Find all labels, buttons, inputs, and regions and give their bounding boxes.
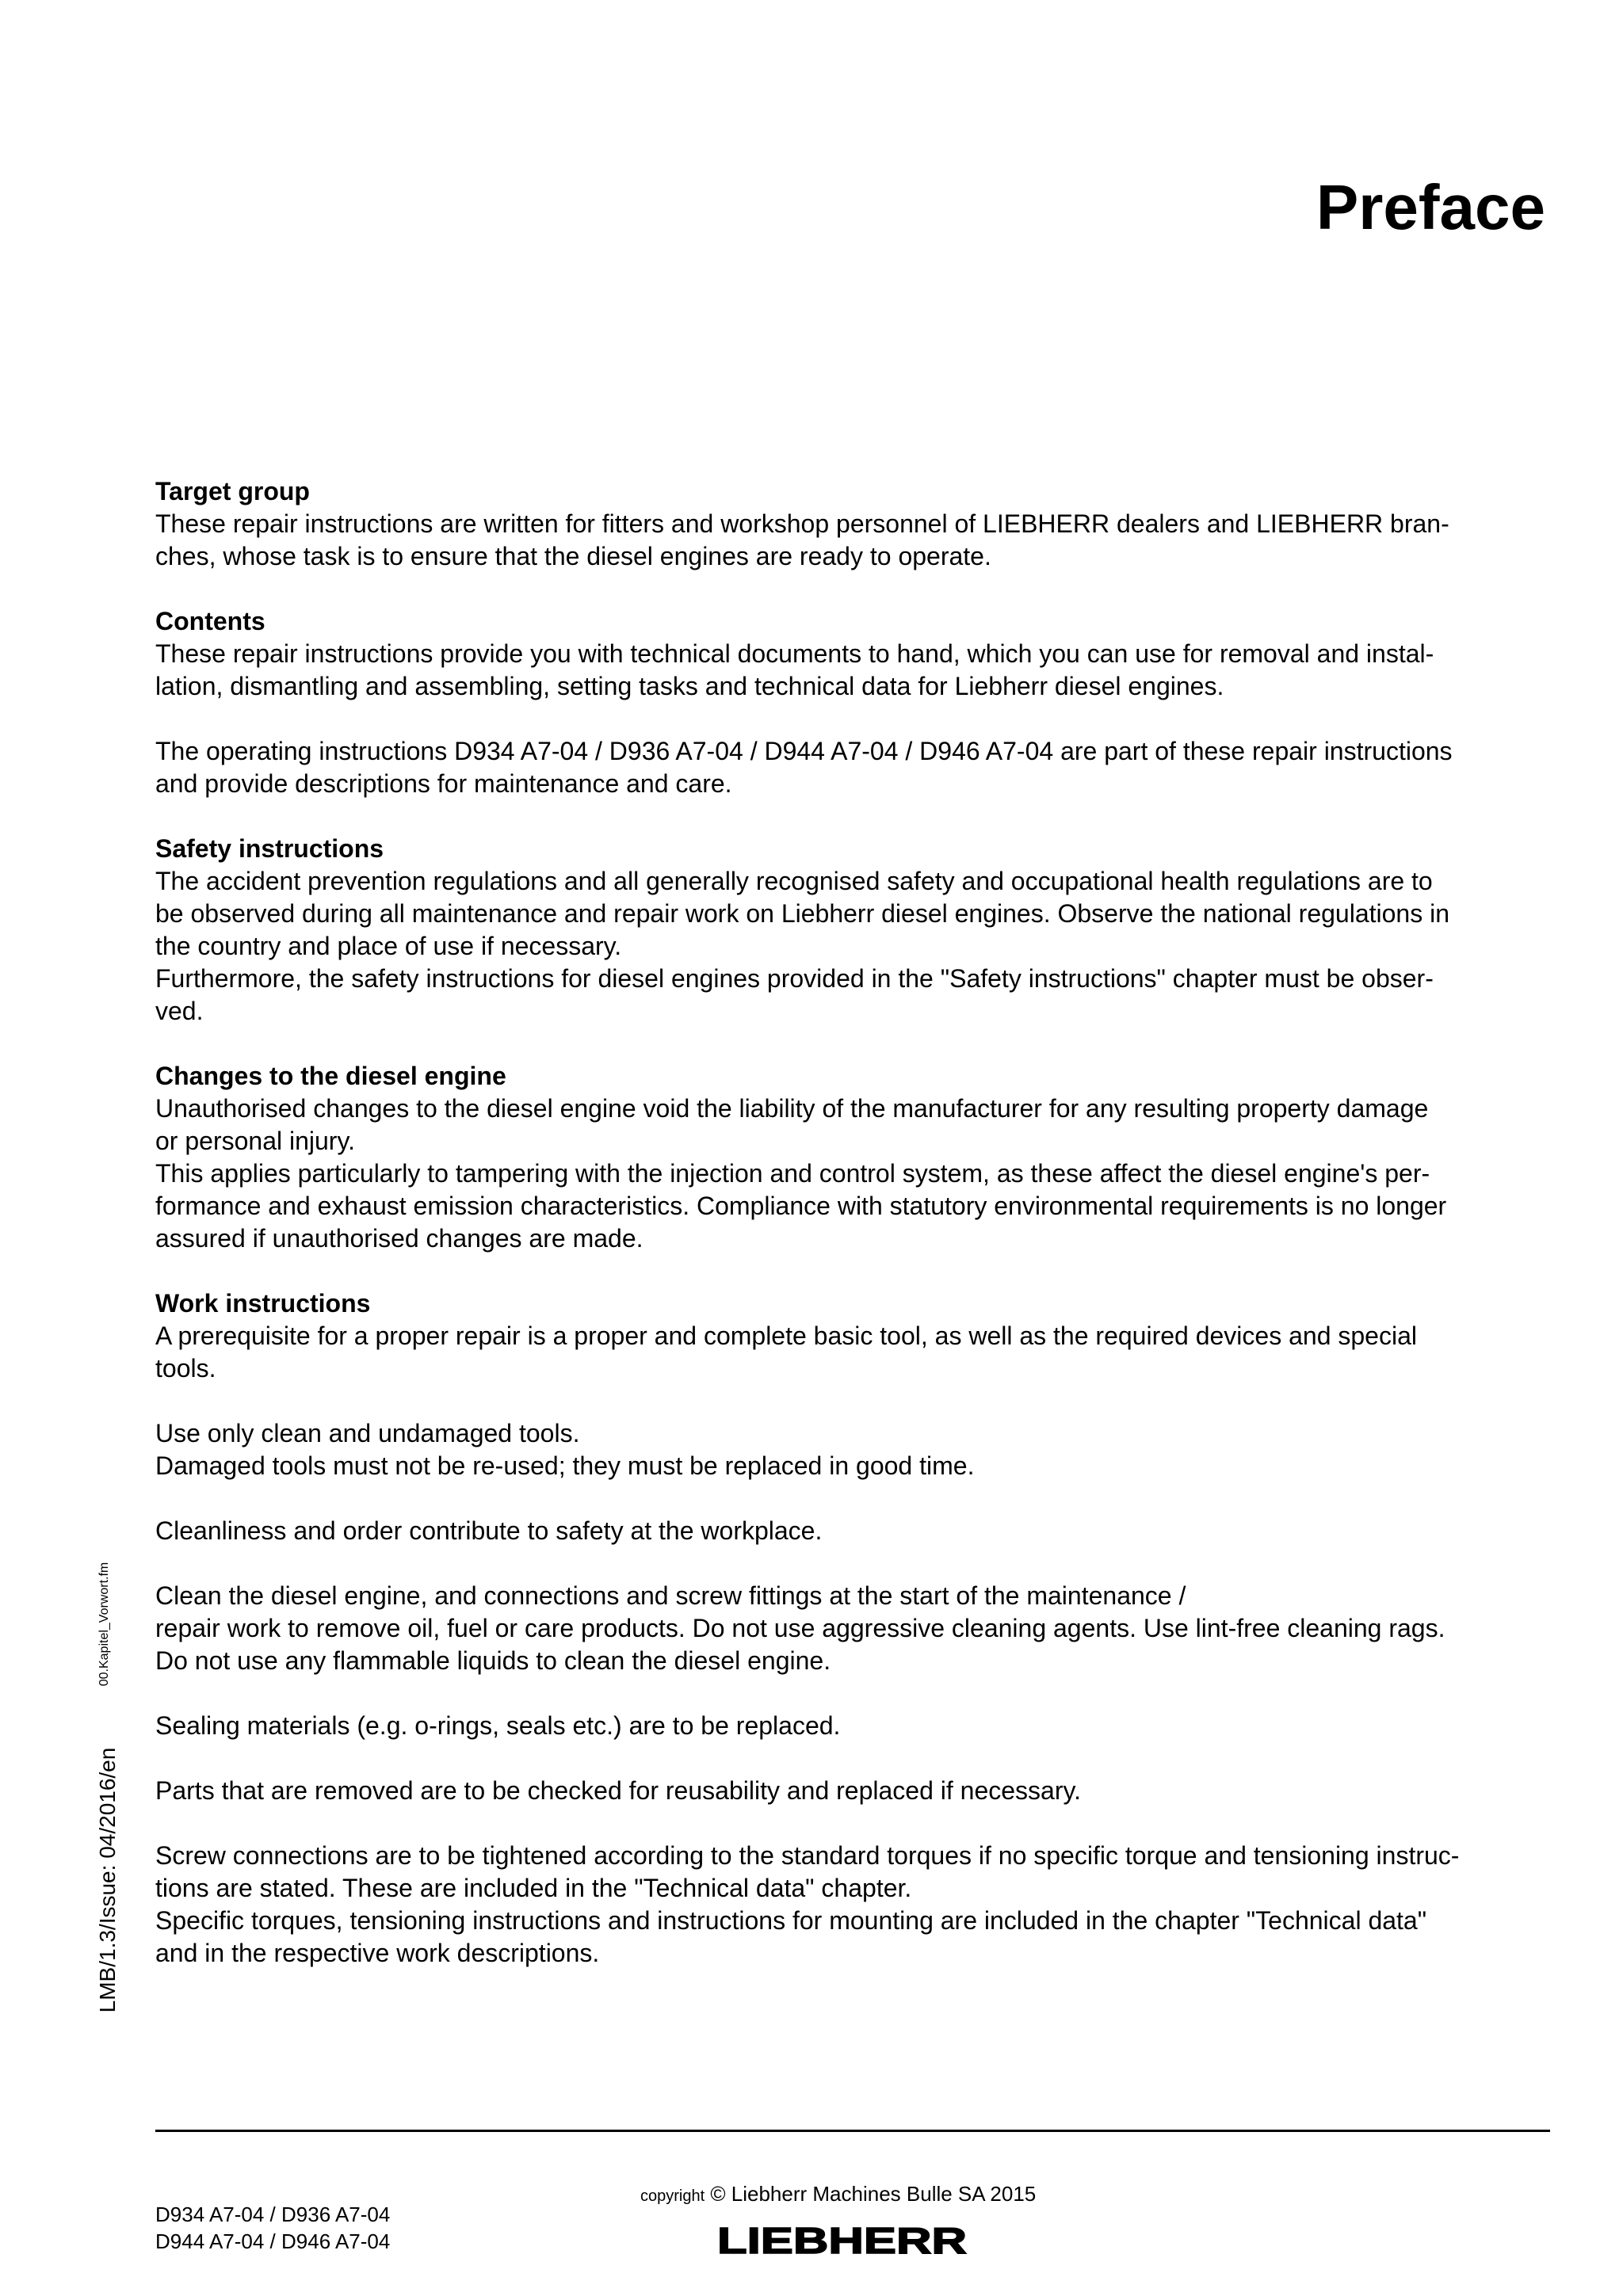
text-line: Cleanliness and order contribute to safety at the workplace. [155, 1516, 823, 1545]
text-line: Use only clean and undamaged tools. [155, 1419, 580, 1447]
text-line: Sealing materials (e.g. o-rings, seals etc.) are to be replaced. [155, 1711, 841, 1740]
copyright-notice [640, 2182, 1036, 2206]
text-line: Clean the diesel engine, and connections and screw fittings at the start of the maintenance / [155, 1581, 1186, 1610]
issue-label: LMB/1.3/Issue: 04/2016/en [95, 1747, 120, 2013]
text-line: The operating instructions D934 A7-04 / D936 A7-04 / D944 A7-04 / D946 A7-04 are part of these repair instructions [155, 737, 1453, 765]
text-line: These repair instructions are written for fitters and workshop personnel of LIEBHERR dealers and LIEBHERR bran- [155, 509, 1449, 538]
text-line: and in the respective work descriptions. [155, 1939, 600, 1967]
section-heading: Safety instructions [155, 834, 384, 863]
liebherr-logo [717, 2223, 971, 2258]
paragraph [155, 1320, 1550, 1385]
text-line: tions are stated. These are included in the "Technical data" chapter. [155, 1874, 912, 1902]
logo-lettering: LIEBHERR [717, 2223, 967, 2258]
text-line: be observed during all maintenance and repair work on Liebherr diesel engines. Observe the national regulations in [155, 899, 1450, 928]
text-line: Specific torques, tensioning instructions and instructions for mounting are included in the chapter "Technical data" [155, 1906, 1427, 1935]
paragraph [155, 1417, 1550, 1482]
paragraph [155, 508, 1550, 573]
text-line: lation, dismantling and assembling, setting tasks and technical data for Liebherr diesel engines. [155, 672, 1224, 700]
paragraph [155, 735, 1550, 800]
paragraph [155, 638, 1550, 703]
text-line: repair work to remove oil, fuel or care products. Do not use aggressive cleaning agents. Use lint-free cleaning rags. [155, 1614, 1445, 1642]
paragraph [155, 865, 1550, 1028]
document-body [155, 475, 1550, 2002]
model-line: D944 A7-04 / D946 A7-04 [155, 2229, 391, 2253]
copyright-word: copyright [640, 2187, 705, 2205]
text-line: Screw connections are to be tightened according to the standard torques if no specific torque and tensioning instruc- [155, 1841, 1460, 1870]
footer-rule [155, 2130, 1550, 2132]
text-line: The accident prevention regulations and all generally recognised safety and occupational health regulations are to [155, 867, 1433, 895]
paragraph [155, 1580, 1550, 1677]
text-line: This applies particularly to tampering with the injection and control system, as these affect the diesel engine's per- [155, 1159, 1430, 1188]
text-line: These repair instructions provide you with technical documents to hand, which you can use for removal and instal- [155, 639, 1434, 668]
paragraph [155, 1775, 1550, 1807]
text-line: Parts that are removed are to be checked for reusability and replaced if necessary. [155, 1776, 1082, 1805]
paragraph [155, 1710, 1550, 1742]
text-line: formance and exhaust emission characteristics. Compliance with statutory environmental requirements is no longer [155, 1192, 1447, 1220]
page-title: Preface [1316, 172, 1545, 242]
text-line: Unauthorised changes to the diesel engine void the liability of the manufacturer for any resulting property damage [155, 1094, 1429, 1123]
model-list [155, 2201, 390, 2255]
text-line: assured if unauthorised changes are made. [155, 1224, 643, 1253]
text-line: and provide descriptions for maintenance and care. [155, 769, 732, 798]
text-line: ches, whose task is to ensure that the diesel engines are ready to operate. [155, 542, 991, 570]
text-line: Do not use any flammable liquids to clean the diesel engine. [155, 1646, 831, 1675]
section-heading: Work instructions [155, 1289, 371, 1318]
paragraph [155, 1093, 1550, 1255]
section-heading: Contents [155, 607, 265, 635]
text-line: the country and place of use if necessary. [155, 932, 622, 960]
text-line: A prerequisite for a proper repair is a proper and complete basic tool, as well as the required devices and special [155, 1322, 1417, 1350]
text-line: tools. [155, 1354, 216, 1383]
model-line: D934 A7-04 / D936 A7-04 [155, 2203, 391, 2226]
paragraph [155, 1515, 1550, 1547]
copyright-text: © Liebherr Machines Bulle SA 2015 [710, 2182, 1037, 2206]
file-name-label: 00.Kapitel_Vorwort.fm [97, 1562, 111, 1687]
section-heading: Target group [155, 477, 310, 505]
text-line: Damaged tools must not be re-used; they must be replaced in good time. [155, 1451, 975, 1480]
text-line: Furthermore, the safety instructions for diesel engines provided in the "Safety instructions" chapter must be obser- [155, 964, 1434, 993]
text-line: ved. [155, 997, 204, 1025]
text-line: or personal injury. [155, 1127, 355, 1155]
section-heading: Changes to the diesel engine [155, 1062, 506, 1090]
paragraph [155, 1840, 1550, 1970]
